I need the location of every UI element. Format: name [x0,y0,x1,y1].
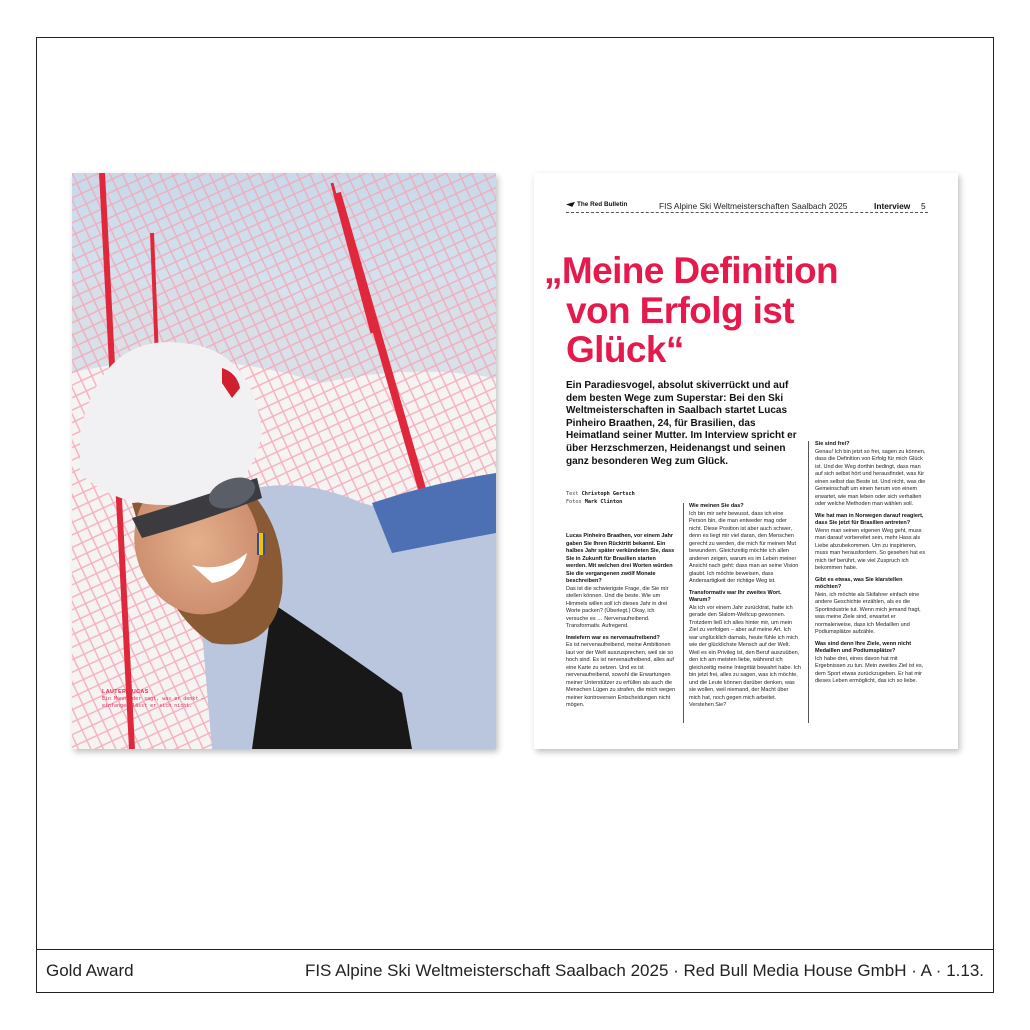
section-label: Interview [874,201,911,211]
photo-caption [102,689,232,709]
question: Gibt es etwas, was Sie klarstellen möchten? [815,576,903,590]
question: Inwiefern war es nervenaufreibend? [566,634,660,641]
question: Wie meinen Sie das? [689,503,744,509]
photo-page [72,173,496,749]
headline [544,251,944,370]
credit-text-label: Text [566,491,579,497]
answer: Das ist die schwierigste Frage, die Sie mir stellen können. Und die beste. Wie um Himmels willen soll ich dieses Jahr in drei Worte packen? (Überlegt.) Okay, ich versuche es … Nervenaufreibend. Transformativ. Aufregend. [566,585,669,629]
caption-title: LAUTER LUCAS [102,689,149,695]
question: Transformativ war Ihr zweites Wort. Warum? [689,589,782,603]
bull-logo-icon [566,202,575,207]
text-column-3 [815,441,927,690]
question: Sie sind frei? [815,441,850,447]
answer: Als ich vor einem Jahr zurücktrat, hatte ich gerade den Slalom-Weltcup gewonnen. Trotzdem ließ ich alles hinter mir, um mein Ziel zu verfolgen – aber auf meine Art. Ich war unglücklich damals, heute fühle ich mich wie der glücklichste Mensch auf der Welt. Weil es ein Privileg ist, den Beruf auszuüben, den ich am meisten liebe, während ich gleichzeitig meine Integrität bewahrt habe. Ich bin jetzt frei, alles zu sagen, was ich möchte, und die Leute können darüber denken, was sie wollen, weil niemand, der Macht über mich hat, noch gegen mich arbeitet. Verstehen Sie? [689,604,801,708]
article-credits [566,491,635,506]
headline-line: von Erfolg ist [566,289,794,331]
credit-photo-label: Fotos [566,498,582,505]
answer: Ich habe drei, eines davon hat mit Ergebnissen zu tun. Mein zweites Ziel ist es, dem Sport etwas zurückzugeben. Er hat mir dieses Leben ermöglicht, das ich so liebe. [815,655,924,684]
answer: Es ist nervenaufreibend, meine Ambitionen laut vor der Welt auszusprechen, weil sie so hoch sind. Es ist nervenaufreibend, alles auf eine Karte zu setzen. Und es ist nervenaufreibend, sowohl die Erwartungen meiner Unterstützer zu erfüllen als auch die Menschen Lügen zu strafen, die mich wegen meiner kontroversen Entscheidungen nicht mögen. [566,642,676,708]
question: Was sind denn Ihre Ziele, wenn nicht Medaillen und Podiumsplätze? [815,640,912,654]
article-intro: Ein Paradiesvogel, absolut skiverrückt und auf dem besten Wege zum Superstar: Bei den Ski Weltmeisterschaften in Saalbach startet Lucas Pinheiro Braathen, 24, für Brasilien, das Heimatland seiner Mutter. Im Interview spricht er über Herzschmerzen, Heidenangst und seinen ganz besonderen Weg zum Glück. [566,380,797,467]
answer: Wenn man seinen eigenen Weg geht, muss man darauf vorbereitet sein, mehr Hass als Liebe abzubekommen. Um zu inspirieren, muss man herausfordern. So gesehen hat es mich tief berührt, wie viel Zuspruch ich bekommen habe. [815,527,926,571]
question: Lucas Pinheiro Braathen, vor einem Jahr gaben Sie Ihren Rücktritt bekannt. Ein halbes Jahr später verkündeten Sie, dass Sie in Zukunft für Brasilien starten werden. Mit welchen drei Worten würden Sie die vergangenen zwölf Monate beschreiben? [566,533,675,584]
award-label: Gold Award [46,961,134,980]
article-page [534,173,958,749]
text-column-2 [689,503,801,714]
headline-line: Glück“ [566,329,684,370]
answer: Ich bin mir sehr bewusst, dass ich eine Person bin, die man entweder mag oder nicht. Diese Position ist aber auch schwer, denn es liegt mir viel daran, den Menschen gerecht zu werden, die mich für meinen Mut bewundern. Gleichzeitig möchte ich allen anderen zeigen, warum es im Leben meiner Ansicht nach geht: dass man an seine Vision glaubt. Ich möchte beweisen, dass Andersartigkeit der richtige Weg ist. [689,510,799,584]
header-title: FIS Alpine Ski Weltmeisterschaften Saalbach 2025 [659,201,848,211]
question: Wie hat man in Norwegen darauf reagiert, dass Sie jetzt für Brasilien antreten? [815,512,924,526]
skier-photo [72,173,496,749]
brand-name: The Red Bulletin [577,201,628,208]
award-credit: FIS Alpine Ski Weltmeisterschaft Saalbach 2025 · Red Bull Media House GmbH · A · 1.13. [304,961,984,980]
answer: Genau! Ich bin jetzt so frei, sagen zu können, dass die Definition von Erfolg für mich Glück ist. Und der Weg dorthin bedingt, dass man auf sich selbst hört und herausfindet, was für einen selbst das Beste ist. Und nicht, was die Gemeinschaft um einen herum von einem erwartet, wie man leben oder sich verhalten oder welche Methoden man wählen soll. [815,448,926,507]
caption-text: Ein Mann, der sagt, was er denkt – einfangen lässt er sich nicht. [102,695,205,709]
text-column-1 [566,533,676,714]
brand [566,201,627,208]
answer: Nein, ich möchte als Skifahrer einfach eine andere Geschichte erzählen, als es die Sportindustrie tut. Wenn mich jemand fragt, was meine Ziele sind, erwartet er normalerweise, dass ich Medaillen und Podiumsplätze aufzähle. [815,591,921,635]
column-divider [808,441,809,723]
frame-divider [36,949,994,950]
headline-line: „Meine Definition [544,250,839,291]
page-number: 5 [921,201,926,211]
column-divider [683,503,684,723]
running-header [566,201,928,213]
credit-photo-author: Mark Clinton [584,498,623,505]
credit-text-author: Christoph Gertsch [581,491,635,497]
